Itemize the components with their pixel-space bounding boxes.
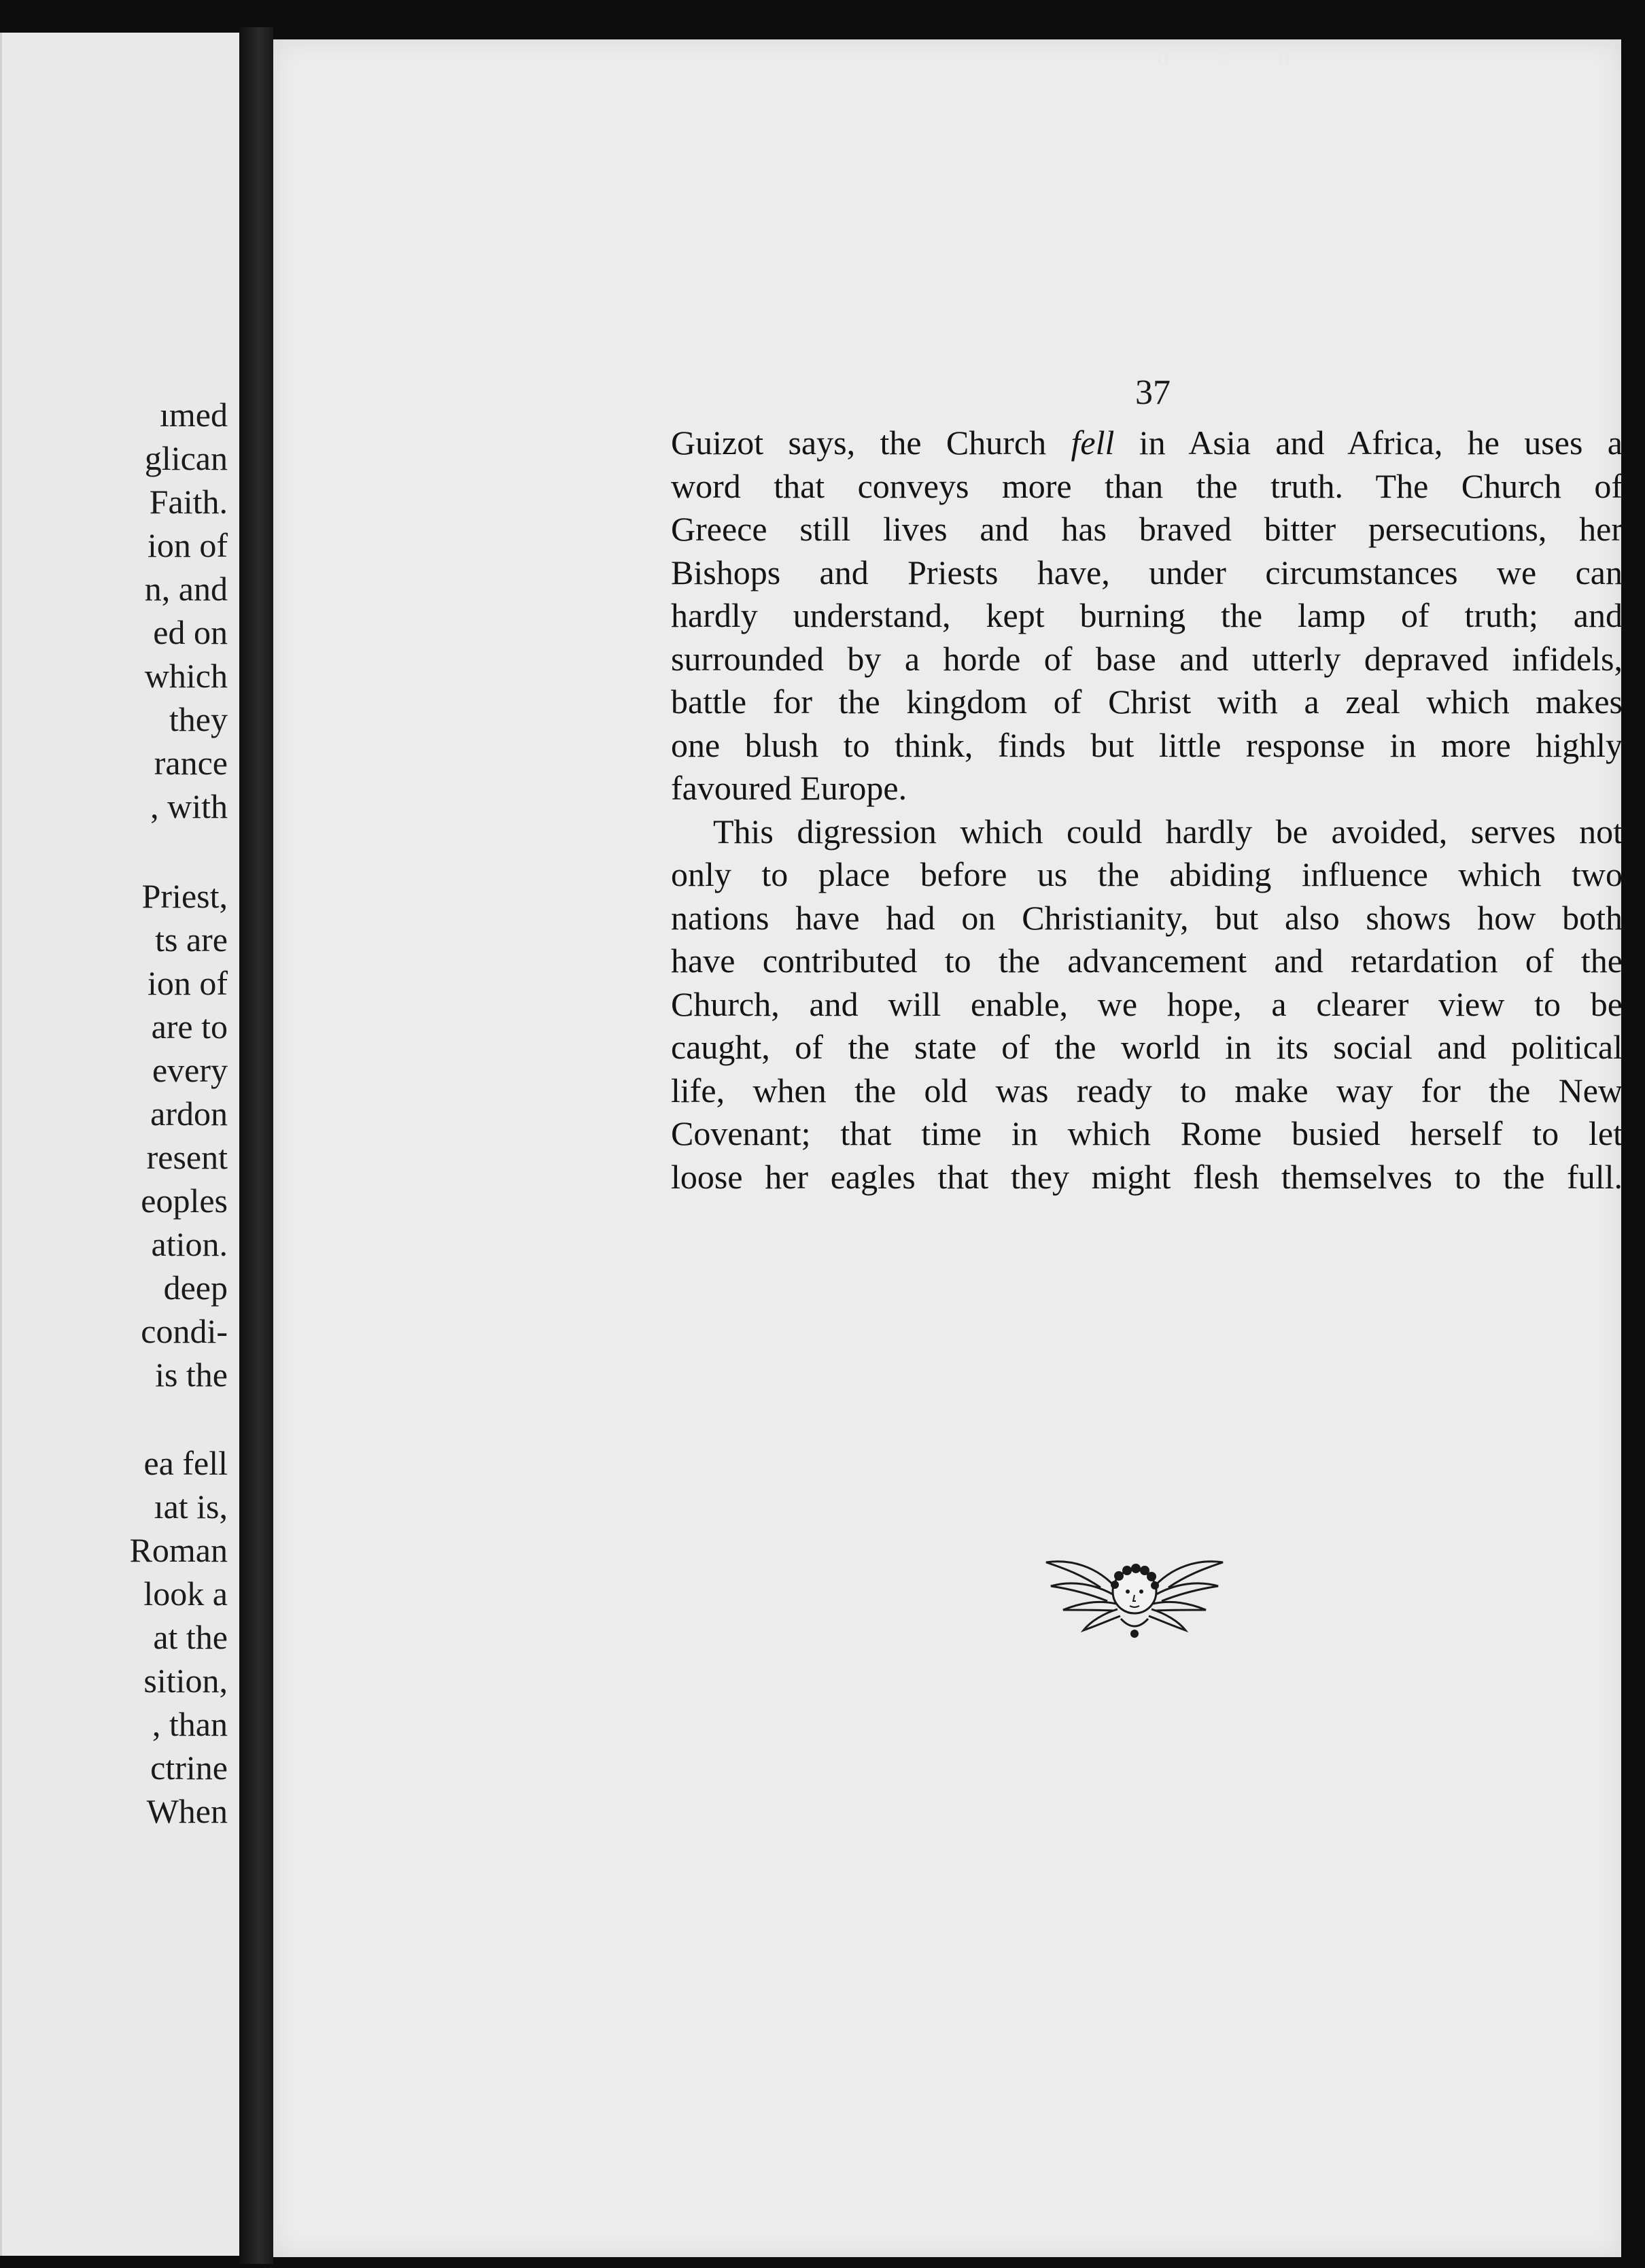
text-line: This digression which could hardly be avoided, serves not xyxy=(713,812,1623,850)
paragraph-1 xyxy=(671,422,1623,810)
text-line: Church, and will enable, we hope, a clearer view to be xyxy=(671,984,1623,1023)
left-line: look a xyxy=(143,1575,228,1613)
text-line: caught, of the state of the world in its social and political xyxy=(671,1028,1623,1066)
left-line: , with xyxy=(150,787,228,825)
text-line: Covenant; that time in which Rome busied herself to let xyxy=(671,1114,1623,1152)
left-line: ea fell xyxy=(143,1444,228,1482)
left-line: deep xyxy=(163,1269,228,1307)
left-line: condi- xyxy=(141,1312,228,1350)
left-line: , than xyxy=(152,1705,228,1743)
left-line: ation. xyxy=(151,1225,228,1263)
italic-word: fell xyxy=(1071,424,1115,462)
text-line: have contributed to the advancement and retardation of the xyxy=(671,942,1623,980)
text-line: Bishops and Priests have, under circumstances we can xyxy=(671,553,1623,591)
text-line: hardly understand, kept burning the lamp of truth; and xyxy=(671,596,1623,634)
text-line: battle for the kingdom of Christ with a zeal which makes xyxy=(671,683,1623,721)
left-line: which xyxy=(144,657,228,695)
left-line: ıat is, xyxy=(154,1488,228,1526)
text-line: Greece still lives and has braved bitter persecutions, her xyxy=(671,510,1623,548)
left-line: resent xyxy=(146,1138,228,1176)
left-line: sition, xyxy=(143,1662,228,1700)
left-line: glican xyxy=(144,439,228,477)
text-line: loose her eagles that they might flesh themselves to the full. xyxy=(671,1157,1623,1196)
text-line: life, when the old was ready to make way for the New xyxy=(671,1071,1623,1110)
left-line: ımed xyxy=(160,396,228,434)
left-line: ed on xyxy=(153,613,228,651)
text-line: one blush to think, finds but little response in more highly xyxy=(671,725,1623,764)
left-line: rance xyxy=(154,744,228,782)
text-line: nations have had on Christianity, but also shows how both xyxy=(671,898,1623,937)
left-line: Priest, xyxy=(141,877,228,915)
book-gutter xyxy=(239,27,273,2264)
left-line: they xyxy=(169,700,228,738)
paragraph-2 xyxy=(671,810,1623,1199)
left-line: ctrine xyxy=(150,1749,228,1787)
left-line: at the xyxy=(153,1618,228,1656)
left-line: When xyxy=(146,1792,228,1830)
body-text xyxy=(671,422,1623,1199)
text-line: word that conveys more than the truth. The Church of xyxy=(671,466,1623,505)
left-line: n, and xyxy=(144,570,228,608)
left-line: ts are xyxy=(155,921,228,959)
cherub-vignette-icon xyxy=(1043,1539,1226,1647)
left-line: every xyxy=(152,1051,228,1089)
page-edge xyxy=(0,33,2,2256)
left-line: eoples xyxy=(141,1182,228,1220)
text-line: surrounded by a horde of base and utterly depraved infidels, xyxy=(671,639,1623,678)
left-line: Faith. xyxy=(149,483,228,521)
text-line: Guizot says, the Church fell in Asia and Africa, he uses a xyxy=(671,424,1623,462)
left-line: ardon xyxy=(150,1095,228,1133)
left-facing-page xyxy=(0,33,239,2256)
top-edge-marks: ɑ ◌ ɑ xyxy=(1157,43,1312,70)
left-line: is the xyxy=(155,1356,228,1394)
main-page xyxy=(273,39,1621,2257)
page-number: 37 xyxy=(1135,373,1171,412)
left-line: Roman xyxy=(129,1531,228,1569)
text-line: only to place before us the abiding influence which two xyxy=(671,855,1623,893)
left-line: are to xyxy=(151,1008,228,1046)
left-line: ion of xyxy=(147,526,228,564)
left-line: ion of xyxy=(147,964,228,1002)
text-line: favoured Europe. xyxy=(671,769,907,807)
